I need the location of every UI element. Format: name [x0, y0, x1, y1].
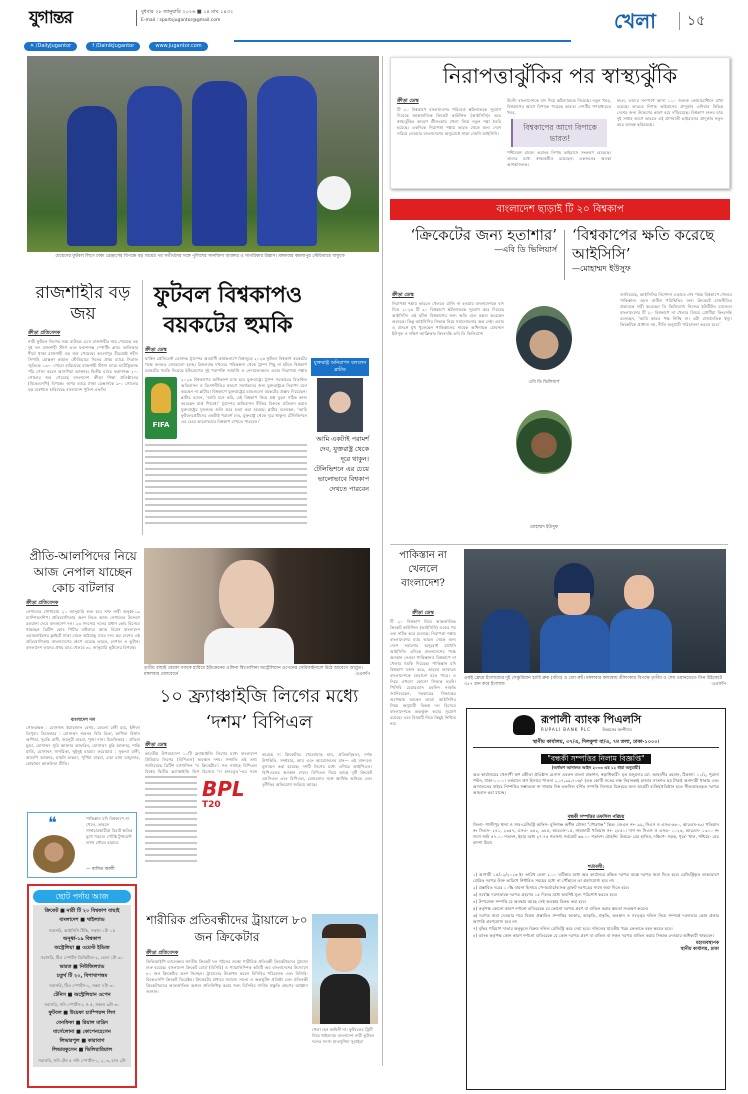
player-face [624, 575, 654, 609]
ad-term: ৮) ব্যাংক কর্তৃপক্ষ কোন কারণ দর্শানো ব্যতিরেকে যে কোন দরপত্র গ্রহণ বা বাতিল বা সকল দরপত্র বাতিল করার সিদ্ধান্ত নেওয়ার অধিকারী থাকবেন। [473, 933, 715, 938]
quote-divider [564, 230, 565, 280]
facebook-icon: f [92, 43, 96, 49]
byline: ক্রীড়া ডেস্ক [145, 742, 167, 748]
yousuf-photo-caption: মোহাম্মদ ইউসুফ [529, 525, 559, 530]
section-divider [679, 12, 680, 30]
bpl-body-col1-cont [145, 776, 197, 862]
tv-schedule-line: ফুটবল ■ উয়েফা চ্যাম্পিয়ন্স লিগ [48, 1010, 116, 1017]
ad-term: ৩) সর্বোচ্চ দরদাতাকে দরপত্র গ্রহণের ১৫ দিনের মধ্যে অবশিষ্ট মূল্য পরিশোধ করতে হবে। [473, 892, 618, 897]
squad-list: গোলরক্ষক : মোসাম্মৎ ইয়ারজান বেগম, মেঘলা রানী রায়, ইশিতা ত্রিপুরা। ডিফেন্ডার : মোসাম্মৎ জয়নব বিবি রিতা, অর্পিতা বিশ্বাস অর্পিতা, সুরভি রানী, জয়নুরী মারমা, পূজা দাস। মিডফিল্ডার : প্রতিমা মুন্ডা, মোসাম্মৎ সুমি আক্তার আফরিন, মোসাম্মৎ মুন্নি আক্তার, শান্তি মার্ডি, মোসাম্মৎ সাগরিকা, থুইনুই মারমা। ফরোয়ার্ড : সুকন্যা রানী, আলপি আক্তার, মামনি চাকমা, পূর্ণিমা মারমা, রত্না রানা মজুমদার, মোছাম্মৎ আকলিমা প্রীতি। [26, 725, 140, 766]
basit-quote-box [27, 812, 137, 878]
tv-schedule-box [27, 884, 137, 1088]
safety-body-col1: টি ২০ বিশ্বকাপে বাংলাদেশের পরিবর্তে স্কটল্যান্ডকে সুযোগ দিয়েছে আন্তর্জাতিক ক্রিকেট কাউন্সিল (আইসিসি)। তবে স্বাস্থ্যঝুঁকির কারণে শ্রীলংকায় খেলা নিয়ে নতুন শঙ্কা তৈরি হয়েছে। একদিকে নিরাপত্তা শঙ্কায় ভারত থেকে অন্য দেশে সরিয়ে নেওয়ার বাংলাদেশের অনুরোধে সাড়া দেয়নি আইসিসি। [397, 107, 501, 136]
tv-schedule-line: লিভারকুসেন ■ ভিলিয়ারিয়াল [51, 1047, 113, 1054]
ad-office: স্থানীয় কার্যালয়, ৩৭/এ, দিলকুশা বা/এ, ৭ম তলা, ঢাকা-১০০০। [473, 739, 719, 748]
football-body-intro: মার্কিন প্রেসিডেন্ট ডোনাল্ড ট্রাম্পের আগ্রাসী কার্যকলাপে বিশ্বজুড়ে ২০২৬ ফুটবল বিশ্বকাপ বয়কটের পক্ষে জনমত জোরালো হচ্ছে। গ্রিনল্যান্ড দখলের পরিকল্পনা থেকে ট্রাম্প পিছু না হটলে বিশ্বকাপ বয়কটের হুমকি দিয়েছে ইউরোপের দুই পরাশক্তি জার্মানি ও নেদারল্যান্ডস। এবার নিরাপত্তা শঙ্কায় [145, 356, 307, 373]
ad-term: ২) প্রস্তাবিত দরের ১০% বায়না হিসাবে পে-অর্ডার/ব্যাংক ড্রাফট দরপত্রের সাথে জমা দিতে হবে। [473, 885, 630, 890]
masthead-rule [234, 40, 571, 42]
tv-schedule-line: সরাসরি, আইসিসি টিভি, সকাল ১টা ১৫ [48, 927, 116, 933]
basit-quote-text: পাকিস্তান যদি বিশ্বকাপে না খেলে, তাহলে সম্প্রচারকারীরা বিরাট ক্ষতির মুখে পড়বে। পেটাই টুর্নামেন্ট তখন গৌরব হারাবে [86, 816, 133, 845]
social-link-facebook[interactable]: f /DainikJugantor [86, 42, 140, 51]
rupali-bank-ad [466, 708, 726, 1090]
byline: ক্রীড়া ডেস্ক [397, 98, 419, 104]
ad-term: ৪) উপরোক্ত সম্পত্তি যে অবস্থায় আছে সেই অবস্থায় বিক্রয় করা হবে। [473, 899, 587, 904]
section-title: খেলা [614, 9, 656, 33]
ad-signatory: মহাব্যবস্থাপক [696, 941, 719, 946]
blatter-sidebar [311, 358, 369, 494]
world-cup-banner: বাংলাদেশ ছাড়াই টি ২০ বিশ্বকাপ [390, 199, 730, 220]
tv-schedule-line: বার্সেলোনা ■ কোপেনহেগেন [53, 1028, 111, 1035]
bank-name-en: RUPALI BANK PLC [541, 727, 592, 732]
safety-body-col2b: পশ্চিমবঙ্গ রাজ্যে ভয়াবহ নিপাহ ভাইরাসে সংক্রমণ বেড়েছে। তাদের মধ্যে স্বাস্থ্যকর্মীও রয়েছেন। একজনের অবস্থা আশঙ্কাজনক। [507, 150, 611, 167]
social-link-x[interactable]: ✕ /DailyJugantor [24, 42, 77, 51]
quote-mark-icon: ❝ [48, 813, 57, 832]
tv-schedule-title: ছোট পর্দায় আজ [33, 890, 131, 903]
blatter-photo [317, 378, 363, 432]
tv-schedule-line: সরাসরি, টিএ স্পোর্টস ডিজিটাল-২, বেলা ১টা ৩০ [40, 955, 124, 961]
yousuf-photo [516, 410, 572, 474]
safety-body-col3: ফলে, তাদের সংস্পর্শে আসা ১১০ জনকে কোয়ারেন্টিনে রাখা হয়েছে। ভারতে নিপাহ ভাইরাসের প্রাদুর্ভাব এশিয়ার বিভিন্ন দেশের জন্য উদ্বেগের কারণ হয়ে দাঁড়িয়েছে। বিশ্বকাপ শুরুর মাত্র দুই সপ্তাহ আগে ভারতে এই প্রাণঘাতী ভাইরাসের প্রাদুর্ভাব নতুন করে আতঙ্ক ছড়িয়েছে। [617, 98, 723, 127]
tv-schedule-line: অনূর্ধ্ব-১৯ বিশ্বকাপ [63, 935, 101, 942]
player-hair [322, 924, 366, 938]
rajshahi-body: নারী ফুটবল লিগের নবম রাউন্ডে এসে রাজশাহীর জয় পেয়েছে বড় দুই দল রাজশাহী স্টার্স এবং ফরাশগঞ্জ স্পোর্টিং ক্লাব। তালিকার শীর্ষে থাকা রাজশাহী বড় জয় পেয়েছে। কমলাপুর বীরশ্রেষ্ঠ শহীদ সিপাহি মোস্তফা কামাল স্টেডিয়ামে দিনের প্রথম ম্যাচে সিরাজ স্মৃতিকে ১৩-০ গোলে হারিয়েছে রাজশাহী স্টার্স। ম্যাচে হ্যাটট্রিকসহ পাঁচ গোল করেন আসপিয়া আক্তার। দ্বিতীয় ম্যাচে ফরাশগঞ্জ ২-০ গোলের জয় পেয়েছে বাংলাদেশ ক্রীড়া শিক্ষা প্রতিষ্ঠানের (বিকেএসপি) বিপক্ষে। অপর ম্যাচে ঢাকা রেঞ্জার্সকে ৯-০ গোলের বড় ব্যবধানে হারিয়েছে বাংলাদেশ পুলিশ এফসি। [28, 339, 138, 392]
byline: ক্রীড়া প্রতিবেদক [26, 600, 59, 606]
tv-schedule-line: ক্রিকেট ■ নারী টি ২০ বিশ্বকাপ বাছাই [44, 908, 120, 914]
player-shirt [320, 974, 370, 1024]
quote-author: —মোহাম্মদ ইউসুফ [572, 264, 631, 273]
column-divider [142, 280, 143, 535]
player-figure [67, 106, 117, 246]
player-figure [257, 76, 317, 246]
football-headline: ফুটবল বিশ্বকাপও বয়কটের হুমকি [153, 282, 303, 338]
quote-author: —এবি ডি ভিলিয়ার্স [494, 245, 557, 254]
photo-credit: বাফুফে [332, 254, 345, 259]
bank-name: রূপালী ব্যাংক পিএলসি [541, 713, 642, 726]
disabled-cricket-headline: শারীরিক প্রতিবন্ধীদের ট্রায়ালে ৮০ জন ক্রিকেটার [146, 913, 308, 944]
ad-schedule: জিলা- গাজীপুর থানা ও সাব-রেজিস্ট্রি অফিস- মুন্সিগঞ্জ অধীন মৌজা "গৌরগঞ্জ" স্থিত। জেএল নং- ৯৯, সিএস ও এসএ-৬৮০, আরএস-৪৯। খতিয়ান নং সিএস- ২৪১, ২৩৫৭, এসএ- ৩৫২, ৩৪৫, আরএস-১৫, নামজারী খতিয়ান নং- ২৮৫১। দাগ নং সিএস ও এসএ- ১০২৩, আরএস- ১৩০০ নং দাগে জমি ৫৭.০০ শতাংশ, ইহার মধ্যে ২৭.৭৫ শতাংশ। সর্বমোট ৬৬.০০ শতাংশ। চৌহদ্দি: উত্তরে- মেয় হালিম, দক্ষিণে- সড়ক, পূর্বে- খাল, পশ্চিমে- মেয় বাদশা মিয়া। [473, 822, 719, 845]
ad-signatory-office: স্থানীয় কার্যালয়, ঢাকা [680, 947, 719, 952]
player-figure [482, 609, 530, 673]
byline: ক্রীড়া ডেস্ক [145, 347, 167, 353]
footballer-side-text: খেলা হেন কাহিনী না। ফুটবলের ট্রিটি নিয়ে থাইল্যান্ড বাংলাদেশ নারী ফুটবল দলের সদস্য মাতসুশিমা সুমাইয়া [312, 1027, 375, 1044]
tv-schedule-line: সরাসরি, সনি স্পোর্টস-২ ও ৫, সকাল ৬টা ৩০ [44, 1001, 120, 1007]
trophy-icon [151, 383, 171, 413]
safety-headline: নিরাপত্তাঝুঁকির পর স্বাস্থ্যঝুঁকি [442, 64, 678, 88]
ad-schedule-title: বন্ধকী সম্পত্তির তফসিল পরিচয় [567, 815, 625, 820]
safety-body-col2: উল্টো বাংলাদেশকে বাদ দিয়ে স্কটল্যান্ডকে নিয়েছে। নতুন খবর, বিশ্বকাপের আগে বিপাকে পড়েছে ভারত। দেশটির গণমাধ্যমের খবর, [507, 98, 611, 115]
preeti-headline: প্রীতি-আলপিদের নিয়ে আজ নেপাল যাচ্ছেন কোচ বাটলার [29, 549, 137, 595]
blatter-quote: আমি একটাই পরামর্শ দেব, যুক্তরাষ্ট্র থেকে দূরে থাকুন। টেলিভিশনে এর চেয়ে ভালোভাবে বিশ্বকাপ দেখতে পারবেন [313, 435, 369, 493]
ad-term: ৬) দরপত্র জমা দেওয়ার পরে বিক্রয় প্রস্তাবিত সম্পত্তির আকার, আকৃতি, প্রকৃতি, অবস্থান ও সত্ত্বের দলিল নিয়ে সম্পর্কে দরদাতার কোন প্রকার আপত্তি গ্রহণযোগ্য হবে না। [473, 913, 719, 924]
photo-credit: এএফপি [355, 672, 370, 677]
tv-schedule-line: অস্ট্রেলিয়া ■ ওয়েস্ট ইন্ডিজ [54, 945, 110, 952]
masthead [24, 6, 724, 48]
quotes-body-left: নিরাপত্তা শঙ্কায় ভারতে খেলতে রাজি না হওয়ায় বাংলাদেশকে বাদ দিয়ে ২০২৬ টি ২০ বিশ্বকাপে স্কটল্যান্ডকে সুযোগ করে দিয়েছে আইসিসি। এই ঘটনা বিশ্বকাপের জন্য ক্ষতি বলে মন্তব্য করেছেন অনেকে। কিন্তু আইসিসির সিদ্ধান্ত নিয়ে সমালোচনার অন্ত নেই। এবার এ প্রসঙ্গে মুখ খুলেছেন পাকিস্তানের সাবেক অধিনায়ক মোহাম্মদ ইউসুফ ও দক্ষিণ আফ্রিকার কিংবদন্তি এবি ডি ভিলিয়ার্স। [392, 301, 504, 336]
football-body: ২০২৬ বিশ্বকাপের অধিকাংশ ম্যাচ হবে যুক্তরাষ্ট্রে। ট্রাম্প সরকারের বিতর্কিত অভিবাসন ও বিদেশনীতির কারণে সমর্থকদের জন্য যুক্তরাষ্ট্রকে নিরাপদ মনে করছেন না ব্লাটার। বিশ্বকাপে যুক্তরাষ্ট্রের ম্যাচগুলো বয়কটের প্রস্তাব দিয়েছেন। ব্লাটার বলেন, ‘আমি মনে করি, এই বিশ্বকাপ নিয়ে প্রশ্ন তুলে সঠিক কাজ করেছেন মার্ক পিয়েথ।’ ট্রাম্পের অভিবাসন নীতির বিরুদ্ধে প্রতিবাদ করায় যুক্তরাষ্ট্রের দুজনকে গুলি করে হত্যা করা হয়েছে। ব্লাটার বলেছেন, ‘আমি ফুটবলপ্রেমীদের একটাই পরামর্শ দেব, যুক্তরাষ্ট্র থেকে দূরে থাকুন। টেলিভিশনে এর চেয়ে ভালোভাবে বিশ্বকাপ দেখতে পারবেন।’ [181, 377, 307, 424]
masthead-date: বুধবার ২৮ জানুয়ারি ২০২৬ ■ ১৪ মাঘ ১৪৩২ [141, 9, 234, 15]
preeti-body: নেপালের পোখারায় ২১ জানুয়ারি শুরু হবে সাফ নারী অনূর্ধ্ব-১৯ চ্যাম্পিয়নশিপ। প্রতিযোগিতায় অংশ নিতে আজ নেপালের উদ্দেশে রওয়ানা দেবে বাংলাদেশ দল। ২৩ সদস্যের দলের প্রধান কোচ হিসেবে থাকছেন ব্রিটিশ কোচ পিটার বাটলার। আজ বিমান বাংলাদেশ এয়ারলাইন্সের ফ্লাইটে ঢাকা থেকে কাঠমান্ডু যাবে দল। ছয় দেশের এই প্রতিযোগিতায় বাংলাদেশের গ্রুপে রয়েছে ভারত, নেপাল ও ভুটান। বাংলাদেশ তাদের প্রথম ম্যাচ খেলবে ৩১ জানুয়ারি ভুটানের বিপক্ষে। [26, 609, 140, 650]
tv-schedule-line: লিভারপুল ■ কারাবাগ [59, 1038, 105, 1045]
fifa-logo: FIFA [145, 377, 177, 439]
player-figure [127, 86, 182, 246]
ad-term: ৭) বৃদ্ধির পরিমাণ দাতার অনুকূলে বিক্রয় দলিল রেজিস্ট্রি করে দেয়া হবে। দলিলের যাবতীয় খরচ ক্রেতাকে বহন করতে হবে। [473, 926, 673, 931]
ad-term: ৫) কর্তৃপক্ষ কোনো কারণ দর্শানো ব্যতিরেকে যে কোনো দরপত্র গ্রহণ বা বাতিল করার ক্ষমতা সংরক্ষণ করেন। [473, 906, 649, 911]
player-face [558, 593, 590, 615]
england-photo-caption: একই ফ্রেমে ইংল্যান্ডের দুই সেঞ্চুরিয়ান হ্যারি ব্রুক (বাঁয়ে) ও জো রুট। মঙ্গলবার কলম্বোয় শ্রীলংকার বিপক্ষে তৃতীয় ও শেষ ওয়ানডেতে তিন উইকেটে ৩৫৭ রান করে ইংল্যান্ড এএফপি [464, 676, 726, 687]
bank-tagline: উন্নয়নের অংশীদার [602, 727, 632, 732]
top-photo-caption: মেয়েদের ফুটবল লিগে ঢাকা রেঞ্জার্সের বিপক্ষে বড় জয়ের পর সতীর্থদের সঙ্গে পুলিশের সানজিদা আক্তার ও সাগরিকার উল্লাস। মঙ্গলবার কমলাপুর স্টেডিয়ামে বাফুফে [55, 254, 345, 259]
photo-credit: এএফপি [711, 682, 726, 687]
quotes-body-right: জানিয়েছে, আইসিসির নির্দেশনা এড়াতে শেষ পর্যন্ত বিশ্বকাপে খেলবে পাকিস্তান। এমন জটিল পরিস্থিতির জন্য ক্রিকেটে রাজনীতির প্রভাবকে দায়ী করেছেন ডি ভিলিয়ার্স। নিজের ইউটিউব চ্যানেলে বাংলাদেশের টি ২০ বিশ্বকাপে না খেলার বিষয়ে প্রোটিয়া কিংবদন্তি বলেছেন, ‘আমি কারও পক্ষ নিচ্ছি না। এটা রাজনৈতিক ইস্যু। ক্রিকেটকে প্রাধান্য নয়, নীতি অনুযায়ী পরিচালনা করতে হবে।’ [620, 292, 732, 327]
tennis-photo-caption: তৃতীয় বাছাই কেকো গফকে হারিয়ে ইউক্রেনের এলিনা স্বিতোলিনা অস্ট্রেলিয়ান ওপেনের সেমিফাইনালে উঠে আবেগে আপ্লুত। মঙ্গলবার মেলবোর্নে এএফপি [144, 666, 370, 677]
footballer-photo [312, 914, 378, 1024]
byline: ক্রীড়া প্রতিবেদক [146, 950, 179, 956]
basit-photo [33, 835, 75, 873]
ad-terms-list [473, 872, 719, 939]
tv-schedule-line: ভারত ■ নিউজিল্যান্ড [59, 963, 105, 970]
england-cricket-photo [464, 549, 726, 673]
tv-schedule-line: টেনিস ■ অস্ট্রেলিয়ান ওপেন [53, 991, 111, 998]
tv-schedule-line: বেনফিকা ■ রিয়াল মাদ্রিদ [56, 1019, 108, 1026]
bpl-body-col1: ভারতীয় উপমহাদেশ ১০টি ফ্র্যাঞ্চাইজি লিগের মধ্যে বাংলাদেশ প্রিমিয়ার লিগের (বিপিএল) অবস্থান দশম। সম্প্রতি এই তথ্য জানিয়েছে ব্রিটিশ ম্যাগাজিন ‘দ্য ক্রিকেটার’। গত সপ্তাহে বিপিএল বিশ্বের দ্বিতীয় ফ্র্যাঞ্চাইজি লিগ হিসেবে ‘দ্য হানড্রেড’-এর সঙ্গে [145, 751, 257, 774]
social-link-website[interactable]: www.jugantor.com [149, 42, 207, 51]
ad-title: "বন্ধকী সম্পত্তির নিলাম বিজ্ঞপ্তি" [541, 754, 650, 764]
social-links [24, 32, 212, 49]
byline: ক্রীড়া প্রতিবেদক [28, 330, 61, 336]
quote-headline-villiers: ‘ক্রিকেটের জন্য হতাশার’ —এবি ডি ভিলিয়ার্স [392, 226, 557, 255]
page-divider [382, 56, 383, 1066]
tv-schedule-line: সরাসরি, টিএ স্পোর্টস-২, সন্ধ্যা ৭টা ৩০ [49, 983, 115, 989]
player-face [219, 560, 274, 630]
masthead-divider [136, 10, 137, 26]
tv-schedule-line: চতুর্থ টি ২০, বিশাখাপত্তম [56, 973, 108, 980]
basit-quote-author: — বাসিত আলী [86, 867, 115, 872]
x-icon: ✕ [30, 43, 36, 49]
disabled-cricket-body: ভিভিআইপি চ্যালেঞ্জার জাতীয় ক্রিকেট দল গঠনের লক্ষ্যে শারীরিক প্রতিবন্ধী ক্রিকেটারদের ট্রায়াল শুরু হয়েছে। বাংলাদেশ ক্রিকেট বোর্ড (বিসিবি) ও প্যারালিম্পিক কমিটি অব বাংলাদেশের উদ্যোগে ৮০ জন ক্রিকেটার অংশ নিচ্ছেন। ট্রায়ালের উদ্বোধন করেন বিসিবির পরিচালক এবং বিসিবি-বিকেএসপি ক্রিকেট ডিরেক্টর। ক্রিকেটের মাধ্যমে সমাজে সমতা ও অন্তর্ভুক্তি প্রতিষ্ঠা এবং প্রতিবন্ধী ক্রিকেটারদের আন্তর্জাতিক অঙ্গনে প্রতিনিধিত্ব করার জন্য বিসিবির সার্বিক প্রস্তুতি গ্রহণের আহ্বান জানান। [146, 959, 308, 994]
page-number: ১৫ [687, 13, 706, 29]
rajshahi-headline: রাজশাহীর বড় জয় [35, 283, 131, 324]
ad-term: ১) আগামী ১৫/০২/২০২৬ ইং তারিখ বেলা ২.০০ ঘটিকার মধ্যে অত্র কার্যালয়ে রক্ষিত দরপত্র বাক্সে দরপত্র জমা দিতে হবে। রেজিস্ট্রিকৃত ডাকযোগে প্রেরিত দরপত্র উক্ত তারিখে নির্ধারিত সময়ের মধ্যে না পৌঁছালে তা গ্রহণযোগ্য হবে না। [473, 872, 719, 883]
bpl-headline: ১০ ফ্র্যাঞ্চাইজি লিগের মধ্যে ‘দশম’ বিপিএল [159, 686, 359, 733]
ad-subtitle: (অর্থঋণ আদালত আইন ২০০৩ এর ১২ ধারা অনুযায়ী) [551, 765, 641, 770]
villiers-photo-caption: এবি ডি ভিলিয়ার্স [528, 380, 560, 385]
blatter-sidebar-title: যুক্তরাষ্ট্র অনিরাপদ বললেন ব্লাটার [311, 358, 369, 376]
quote-headline-yousuf: ‘বিশ্বকাপের ক্ষতি করেছে আইসিসি’ —মোহাম্মদ ইউসুফ [572, 226, 737, 274]
pakistan-headline: পাকিস্তান না খেললে বাংলাদেশ? [399, 550, 447, 589]
player-figure [192, 81, 247, 246]
squad-title: বাংলাদেশ দল [70, 718, 96, 723]
byline: ক্রীড়া ডেস্ক [412, 610, 434, 616]
player-shirt [540, 615, 610, 673]
pakistan-body: টি ২০ বিশ্বকাপ নিয়ে আন্তর্জাতিক ক্রিকেট কাউন্সিল (আইসিসি) একের পর এক নাটক করে চলেছে। নিরাপত্তা শঙ্কায় বাংলাদেশের ম্যাচ ভারত থেকে অন্য দেশে সরানোর অনুরোধ রাখেনি আইসিসি। এদিকে বাংলাদেশের পক্ষে অবস্থান নেওয়া পাকিস্তানও বিশ্বকাপে না খেলার হুমকি দিয়েছে। পাকিস্তান যদি বিশ্বকাপ বর্জন করে, তাহলে আবারও বাংলাদেশকে ফেরানো হতে পারে। এ নিয়ে এখনো কোনো সিদ্ধান্ত হয়নি। পিসিবি চেয়ারম্যান মহসিন নাকভি জানিয়েছেন, সরকারের সিদ্ধান্তের অপেক্ষায় আছেন তারা। আইসিসির নিয়ম অনুযায়ী বিকল্প দল হিসেবে বাংলাদেশকে অন্তর্ভুক্ত করার সুযোগ রয়েছে। তবে বিষয়টি নিয়ে কিছুই নিশ্চিত নয়। [390, 619, 456, 726]
tree-logo-icon [513, 715, 535, 735]
ad-terms-title: শর্তাবলী: [587, 865, 605, 870]
ad-intro: অত্র কার্যালয়ের খেলাপী ঋণ গ্রহীতা প্রতিষ্ঠান মেসার্স এবরুন বাংলা প্রকাশন, স্বত্বাধিকারী- মৃত মজুমদার মো. আহমদীর রহমান, ঠিকানা: ১১/২, পুরানা পল্টন, ঢাকা-১০০০। বর্তমানে ঋণ হিসাবে পাওনা ১,১৭,৯৯,৭০৬/- (এক কোটি সতের লক্ষ নিরানব্বই হাজার সাতশত ছয় টাকা) অনাদায়ী থাকায় এবং আদালতের বাইরে নিষ্পত্তির সম্ভাব্যতা না থাকায় নিম্ন তফসিল বর্ণিত সম্পত্তি নিলামে বিক্রয়ের জন্য আগ্রহী ব্যক্তি/প্রতিষ্ঠান হতে সীলমোহরকৃত দরপত্র আহবান করা যাচ্ছে। [473, 772, 719, 795]
villiers-photo [516, 306, 572, 370]
football-team-photo [27, 56, 379, 252]
player-shirt [610, 609, 672, 673]
masthead-logo: যুগান্তর [29, 8, 72, 28]
player-shirt [204, 628, 294, 664]
tennis-photo [144, 548, 370, 664]
bpl-logo: BPL T20 [202, 777, 245, 810]
masthead-email: E-mail : sportsjugantor@gmail.com [141, 18, 221, 23]
safety-box [390, 57, 730, 189]
section-divider [390, 544, 728, 545]
tv-schedule-line: বাংলাদেশ ■ থাইল্যান্ড [59, 917, 105, 924]
byline: ক্রীড়া ডেস্ক [392, 292, 414, 298]
football-ball [317, 176, 351, 210]
tv-schedule-list [33, 905, 131, 1067]
football-body-continued [145, 444, 307, 524]
safety-pullquote: বিশ্বকাপের আগে বিপাকে ভারত! [511, 119, 607, 147]
bpl-body-col2: করেছে দ্য ক্রিকেটার। খেলোয়াড় মান, প্রতিদ্বন্দ্বিতা, দর্শক উপস্থিতি, সম্প্রচার, আয় এবং আয়োজনের মান— এই মানদণ্ডে মূল্যায়ন করা হয়েছে। দশটি লিগের মধ্যে এগিয়ে আইপিএল। বিপিএলের অবস্থান শেষে। বিপিএল নিয়ে আছে দুটি ক্রিকেট এমসিএল এবং বিপিএল, যেগুলোর সঙ্গে আর্থিক অনিয়ম এবং দুর্নীতির অভিযোগ জড়িয়ে আছে। [262, 752, 372, 787]
tv-schedule-line: সরাসরি, সনি টেন ৫ সনি স্পোর্টস-১, ২, ৩, রাত ২টা [38, 1057, 126, 1063]
